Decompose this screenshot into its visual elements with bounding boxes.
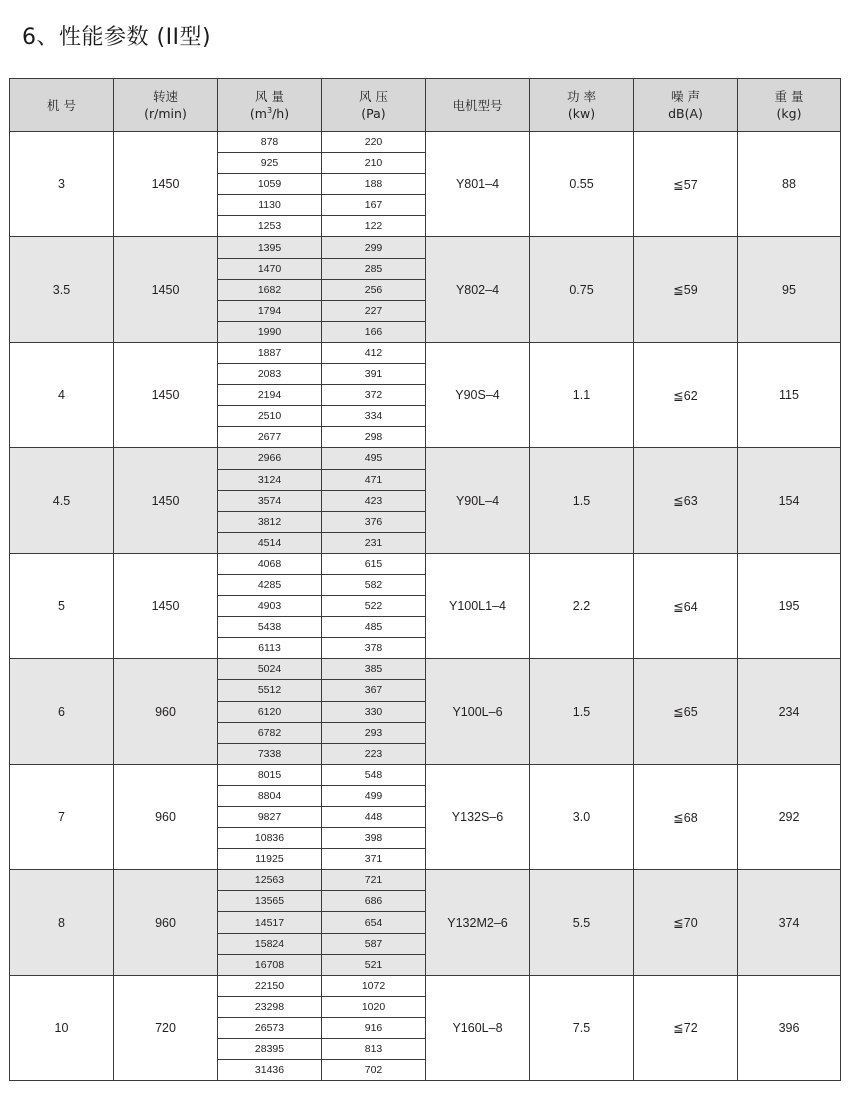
power-cell: 1.5 xyxy=(530,659,634,764)
pressure-cell: 367 xyxy=(322,680,426,701)
pressure-cell: 495 xyxy=(322,448,426,469)
pressure-cell: 522 xyxy=(322,596,426,617)
model-cell: 6 xyxy=(10,659,114,764)
model-cell: 3 xyxy=(10,132,114,237)
model-cell: 8 xyxy=(10,870,114,975)
power-cell: 0.55 xyxy=(530,132,634,237)
power-cell: 5.5 xyxy=(530,870,634,975)
airflow-cell: 4514 xyxy=(218,532,322,553)
noise-cell: ≦70 xyxy=(634,870,738,975)
power-cell: 1.5 xyxy=(530,448,634,553)
airflow-cell: 28395 xyxy=(218,1039,322,1060)
weight-cell: 234 xyxy=(738,659,841,764)
pressure-cell: 371 xyxy=(322,849,426,870)
airflow-cell: 2510 xyxy=(218,406,322,427)
table-row xyxy=(10,659,841,680)
table-row xyxy=(10,870,841,891)
weight-cell: 88 xyxy=(738,132,841,237)
pressure-cell: 166 xyxy=(322,321,426,342)
motor-cell: Y100L–6 xyxy=(426,659,530,764)
airflow-cell: 8015 xyxy=(218,764,322,785)
pressure-cell: 702 xyxy=(322,1060,426,1081)
power-cell: 3.0 xyxy=(530,764,634,869)
airflow-cell: 1253 xyxy=(218,216,322,237)
weight-cell: 195 xyxy=(738,553,841,658)
pressure-cell: 293 xyxy=(322,722,426,743)
airflow-cell: 1682 xyxy=(218,279,322,300)
airflow-cell: 6120 xyxy=(218,701,322,722)
speed-cell: 1450 xyxy=(114,448,218,553)
table-row xyxy=(10,237,841,258)
motor-cell: Y100L1–4 xyxy=(426,553,530,658)
motor-cell: Y132M2–6 xyxy=(426,870,530,975)
header-power: 功 率 (kw) xyxy=(530,79,634,132)
motor-cell: Y90S–4 xyxy=(426,342,530,447)
header-motor: 电机型号 xyxy=(426,79,530,132)
airflow-cell: 15824 xyxy=(218,933,322,954)
pressure-cell: 285 xyxy=(322,258,426,279)
weight-cell: 292 xyxy=(738,764,841,869)
pressure-cell: 1072 xyxy=(322,975,426,996)
airflow-cell: 925 xyxy=(218,153,322,174)
pressure-cell: 330 xyxy=(322,701,426,722)
pressure-cell: 686 xyxy=(322,891,426,912)
pressure-cell: 485 xyxy=(322,617,426,638)
speed-cell: 960 xyxy=(114,764,218,869)
header-airflow: 风 量 $(m^3/h)$ xyxy=(218,79,322,132)
pressure-cell: 122 xyxy=(322,216,426,237)
noise-cell: ≦68 xyxy=(634,764,738,869)
motor-cell: Y132S–6 xyxy=(426,764,530,869)
airflow-cell: 10836 xyxy=(218,828,322,849)
table-row xyxy=(10,975,841,996)
speed-cell: 960 xyxy=(114,659,218,764)
pressure-cell: 423 xyxy=(322,490,426,511)
header-weight: 重 量 (kg) xyxy=(738,79,841,132)
airflow-cell: 1059 xyxy=(218,174,322,195)
table-row xyxy=(10,764,841,785)
pressure-cell: 548 xyxy=(322,764,426,785)
airflow-cell: 5512 xyxy=(218,680,322,701)
header-row xyxy=(10,79,841,132)
airflow-cell: 1470 xyxy=(218,258,322,279)
airflow-cell: 2083 xyxy=(218,364,322,385)
pressure-cell: 188 xyxy=(322,174,426,195)
pressure-cell: 398 xyxy=(322,828,426,849)
power-cell: 7.5 xyxy=(530,975,634,1080)
pressure-cell: 1020 xyxy=(322,996,426,1017)
speed-cell: 1450 xyxy=(114,132,218,237)
noise-cell: ≦63 xyxy=(634,448,738,553)
noise-cell: ≦57 xyxy=(634,132,738,237)
table-row xyxy=(10,448,841,469)
table-row xyxy=(10,553,841,574)
pressure-cell: 654 xyxy=(322,912,426,933)
airflow-cell: 16708 xyxy=(218,954,322,975)
airflow-cell: 11925 xyxy=(218,849,322,870)
airflow-cell: 22150 xyxy=(218,975,322,996)
header-pressure: 风 压 (Pa) xyxy=(322,79,426,132)
pressure-cell: 376 xyxy=(322,511,426,532)
pressure-cell: 385 xyxy=(322,659,426,680)
airflow-cell: 8804 xyxy=(218,785,322,806)
airflow-cell: 2966 xyxy=(218,448,322,469)
airflow-cell: 6782 xyxy=(218,722,322,743)
motor-cell: Y801–4 xyxy=(426,132,530,237)
header-speed: 转速 (r/min) xyxy=(114,79,218,132)
pressure-cell: 521 xyxy=(322,954,426,975)
pressure-cell: 471 xyxy=(322,469,426,490)
page-title: 6、性能参数 (II型) xyxy=(22,25,212,50)
speed-cell: 1450 xyxy=(114,553,218,658)
weight-cell: 396 xyxy=(738,975,841,1080)
pressure-cell: 299 xyxy=(322,237,426,258)
header-model: 机 号 xyxy=(10,79,114,132)
weight-cell: 154 xyxy=(738,448,841,553)
model-cell: 5 xyxy=(10,553,114,658)
airflow-cell: 26573 xyxy=(218,1017,322,1038)
airflow-cell: 3812 xyxy=(218,511,322,532)
airflow-cell: 1990 xyxy=(218,321,322,342)
airflow-cell: 4903 xyxy=(218,596,322,617)
airflow-cell: 2194 xyxy=(218,385,322,406)
pressure-cell: 256 xyxy=(322,279,426,300)
noise-cell: ≦64 xyxy=(634,553,738,658)
model-cell: 4 xyxy=(10,342,114,447)
speed-cell: 1450 xyxy=(114,237,218,342)
speed-cell: 960 xyxy=(114,870,218,975)
pressure-cell: 499 xyxy=(322,785,426,806)
airflow-cell: 31436 xyxy=(218,1060,322,1081)
airflow-cell: 4068 xyxy=(218,553,322,574)
airflow-cell: 14517 xyxy=(218,912,322,933)
noise-cell: ≦62 xyxy=(634,342,738,447)
pressure-cell: 227 xyxy=(322,300,426,321)
motor-cell: Y160L–8 xyxy=(426,975,530,1080)
model-cell: 10 xyxy=(10,975,114,1080)
motor-cell: Y90L–4 xyxy=(426,448,530,553)
pressure-cell: 231 xyxy=(322,532,426,553)
pressure-cell: 334 xyxy=(322,406,426,427)
pressure-cell: 391 xyxy=(322,364,426,385)
airflow-cell: 3124 xyxy=(218,469,322,490)
pressure-cell: 220 xyxy=(322,132,426,153)
pressure-cell: 916 xyxy=(322,1017,426,1038)
pressure-cell: 378 xyxy=(322,638,426,659)
airflow-cell: 13565 xyxy=(218,891,322,912)
airflow-cell: 4285 xyxy=(218,574,322,595)
power-cell: 2.2 xyxy=(530,553,634,658)
pressure-cell: 298 xyxy=(322,427,426,448)
airflow-cell: 1130 xyxy=(218,195,322,216)
table-row xyxy=(10,342,841,363)
pressure-cell: 615 xyxy=(322,553,426,574)
pressure-cell: 813 xyxy=(322,1039,426,1060)
weight-cell: 374 xyxy=(738,870,841,975)
table-row xyxy=(10,132,841,153)
pressure-cell: 223 xyxy=(322,743,426,764)
airflow-cell: 3574 xyxy=(218,490,322,511)
airflow-cell: 23298 xyxy=(218,996,322,1017)
speed-cell: 1450 xyxy=(114,342,218,447)
pressure-cell: 372 xyxy=(322,385,426,406)
noise-cell: ≦72 xyxy=(634,975,738,1080)
airflow-cell: 5438 xyxy=(218,617,322,638)
airflow-cell: 878 xyxy=(218,132,322,153)
model-cell: 3.5 xyxy=(10,237,114,342)
power-cell: 0.75 xyxy=(530,237,634,342)
airflow-cell: 6113 xyxy=(218,638,322,659)
pressure-cell: 582 xyxy=(322,574,426,595)
airflow-cell: 1794 xyxy=(218,300,322,321)
pressure-cell: 167 xyxy=(322,195,426,216)
airflow-cell: 5024 xyxy=(218,659,322,680)
weight-cell: 95 xyxy=(738,237,841,342)
airflow-cell: 1887 xyxy=(218,342,322,363)
noise-cell: ≦59 xyxy=(634,237,738,342)
airflow-cell: 9827 xyxy=(218,807,322,828)
airflow-cell: 2677 xyxy=(218,427,322,448)
header-noise: 噪 声 dB(A) xyxy=(634,79,738,132)
noise-cell: ≦65 xyxy=(634,659,738,764)
pressure-cell: 587 xyxy=(322,933,426,954)
power-cell: 1.1 xyxy=(530,342,634,447)
airflow-cell: 1395 xyxy=(218,237,322,258)
airflow-cell: 12563 xyxy=(218,870,322,891)
airflow-cell: 7338 xyxy=(218,743,322,764)
speed-cell: 720 xyxy=(114,975,218,1080)
pressure-cell: 721 xyxy=(322,870,426,891)
pressure-cell: 412 xyxy=(322,342,426,363)
model-cell: 4.5 xyxy=(10,448,114,553)
weight-cell: 115 xyxy=(738,342,841,447)
performance-table xyxy=(9,78,841,1081)
pressure-cell: 448 xyxy=(322,807,426,828)
model-cell: 7 xyxy=(10,764,114,869)
motor-cell: Y802–4 xyxy=(426,237,530,342)
pressure-cell: 210 xyxy=(322,153,426,174)
